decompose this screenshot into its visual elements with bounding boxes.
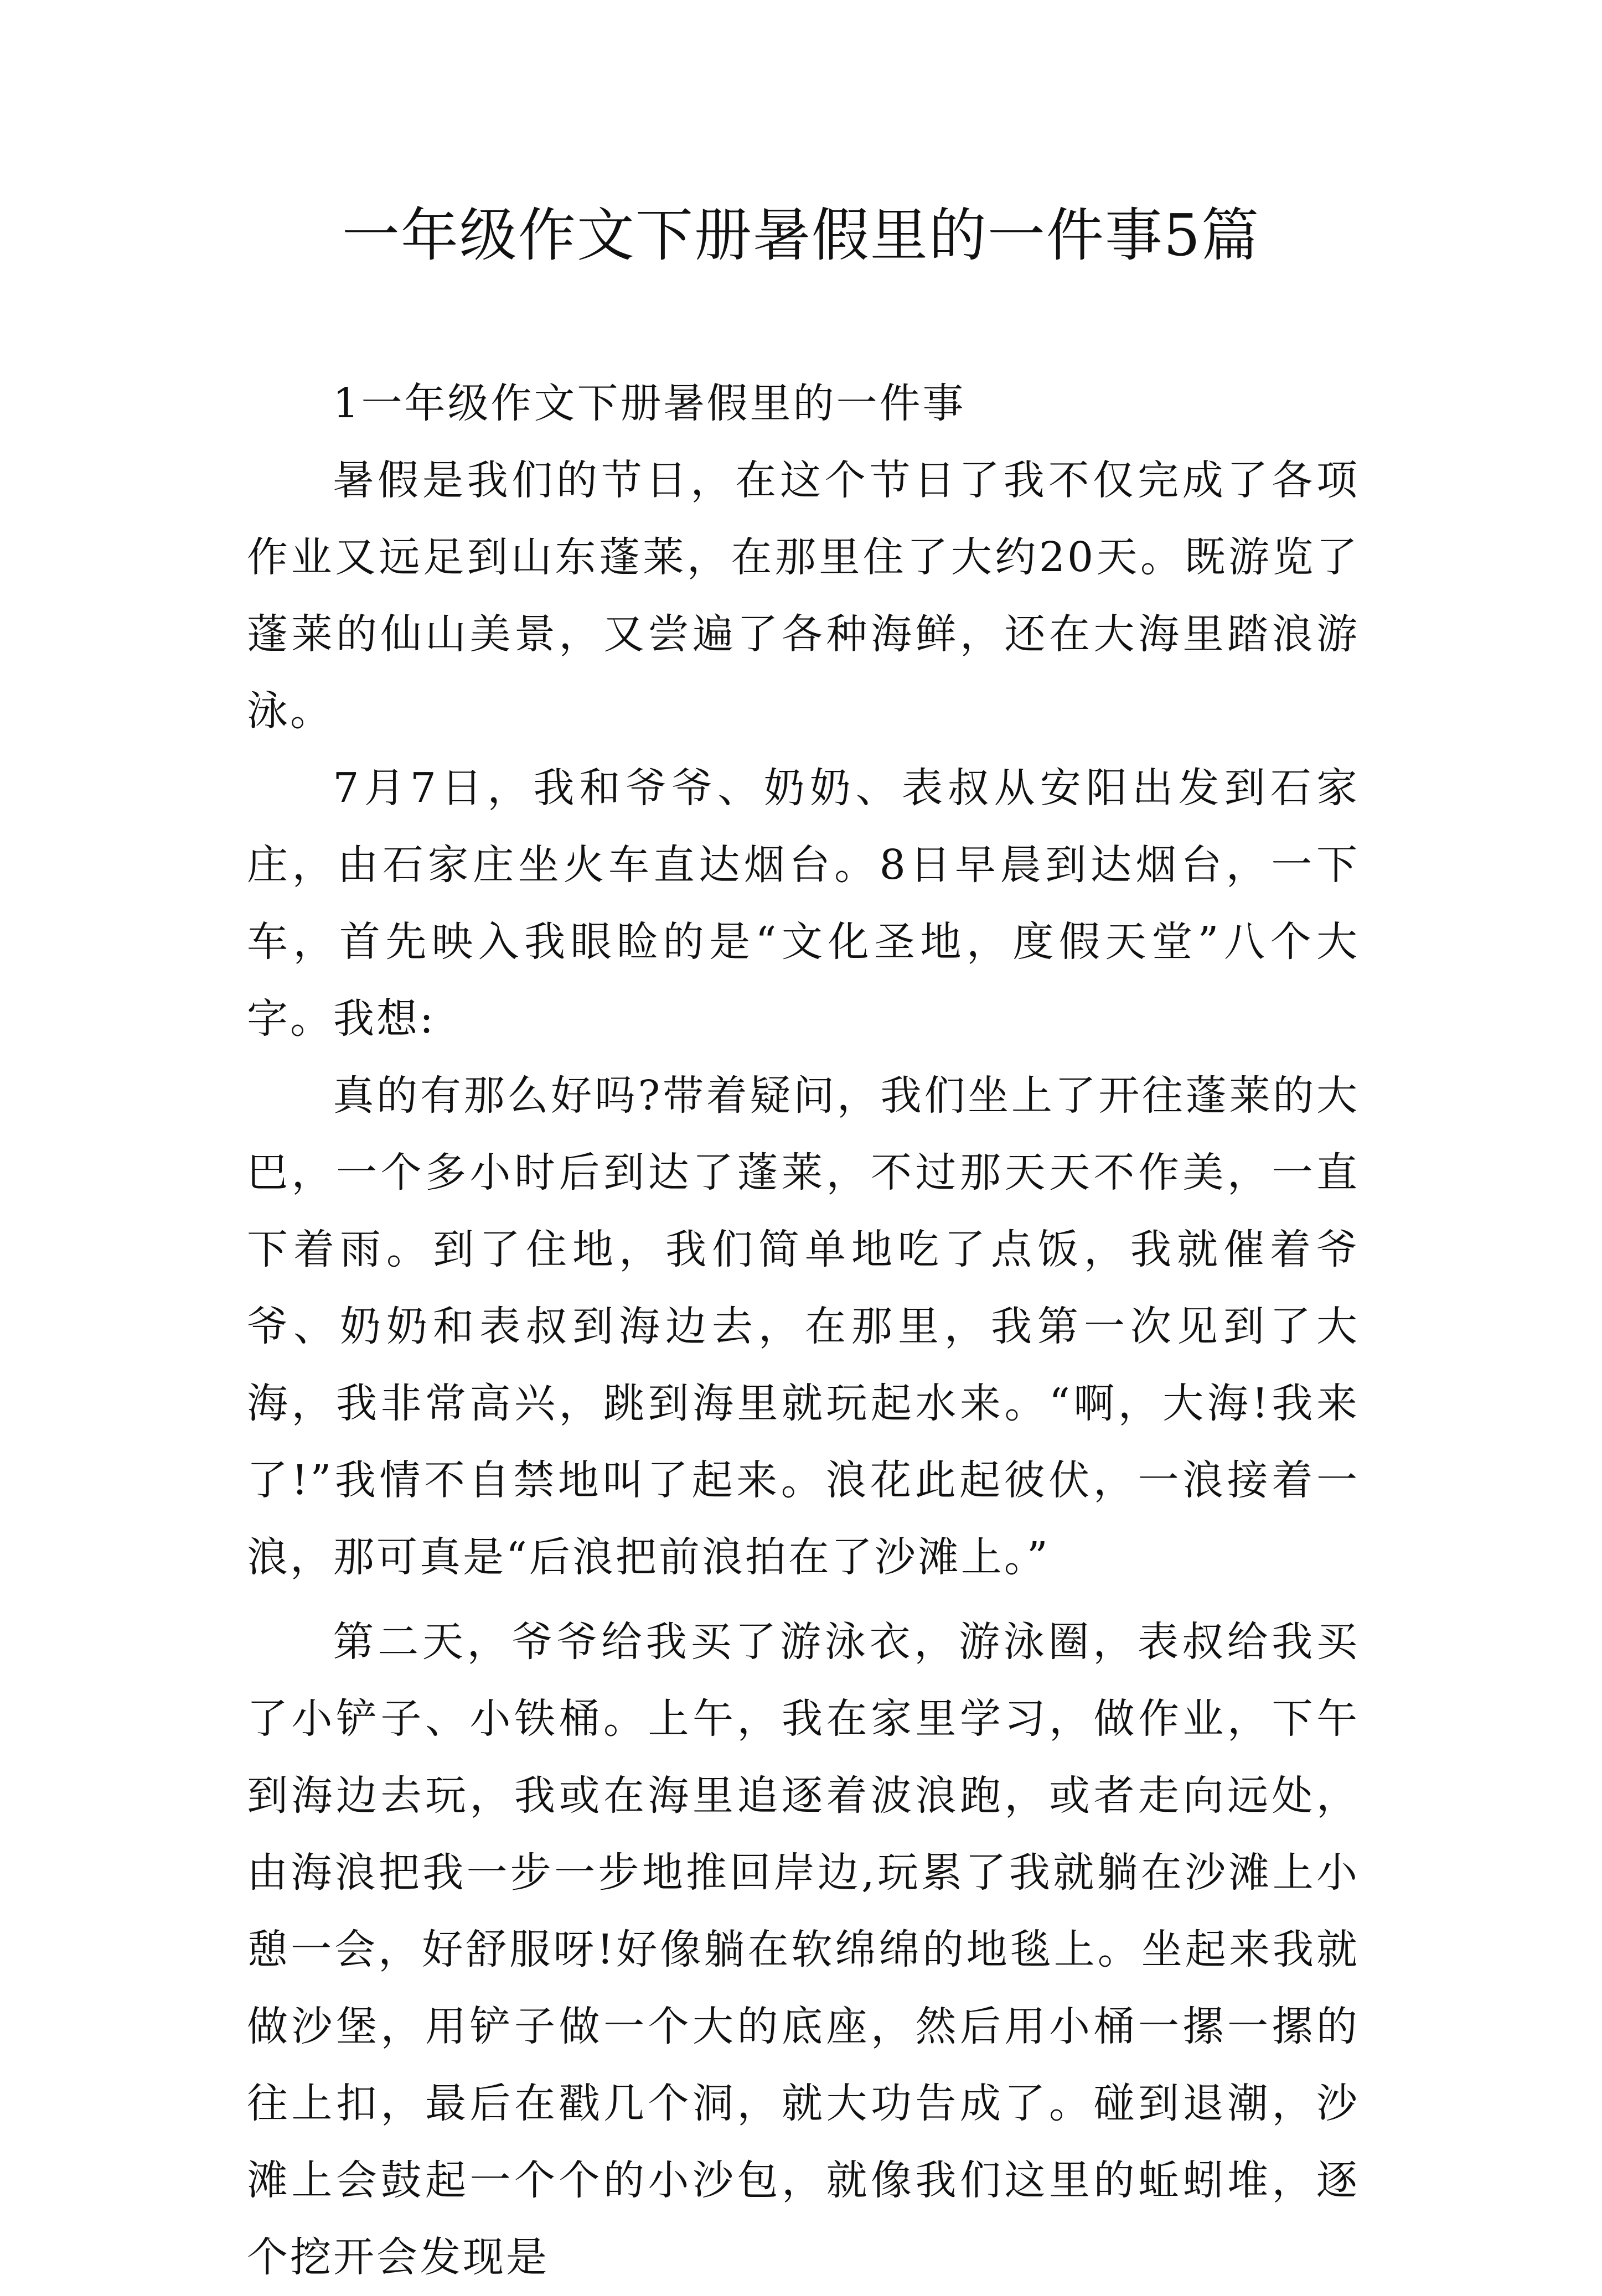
section-heading: 1一年级作文下册暑假里的一件事 bbox=[333, 380, 966, 427]
document-body bbox=[247, 365, 1360, 2296]
document-title: 一年级作文下册暑假里的一件事5篇 bbox=[342, 201, 1260, 269]
paragraph: 7月7日，我和爷爷、奶奶、表叔从安阳出发到石家庄，由石家庄坐火车直达烟台。8日早晨到达烟台，一下车，首先映入我眼睑的是“文化圣地，度假天堂”八个大字。我想: bbox=[247, 764, 1360, 1043]
paragraph: 暑假是我们的节日，在这个节日了我不仅完成了各项作业又远足到山东蓬莱，在那里住了大约20天。既游览了蓬莱的仙山美景，又尝遍了各种海鲜，还在大海里踏浪游泳。 bbox=[247, 457, 1360, 735]
paragraph: 第二天，爷爷给我买了游泳衣，游泳圈，表叔给我买了小铲子、小铁桶。上午，我在家里学习，做作业，下午到海边去玩，我或在海里追逐着波浪跑，或者走向远处，由海浪把我一步一步地推回岸边,玩累了我就躺在沙滩上小憩一会，好舒服呀!好像躺在软绵绵的地毯上。坐起来我就做沙堡，用铲子做一个大的底座，然后用小桶一摞一摞的往上扣，最后在戳几个洞，就大功告成了。碰到退潮，沙滩上会鼓起一个个的小沙包，就像我们这里的蚯蚓堆，逐个挖开会发现是 bbox=[247, 1618, 1360, 2281]
paragraph: 真的有那么好吗?带着疑问，我们坐上了开往蓬莱的大巴，一个多小时后到达了蓬莱，不过那天天不作美，一直下着雨。到了住地，我们简单地吃了点饭，我就催着爷爷、奶奶和表叔到海边去，在那里，我第一次见到了大海，我非常高兴，跳到海里就玩起水来。“啊，大海!我来了!”我情不自禁地叫了起来。浪花此起彼伏，一浪接着一浪，那可真是“后浪把前浪拍在了沙滩上。” bbox=[247, 1072, 1360, 1581]
